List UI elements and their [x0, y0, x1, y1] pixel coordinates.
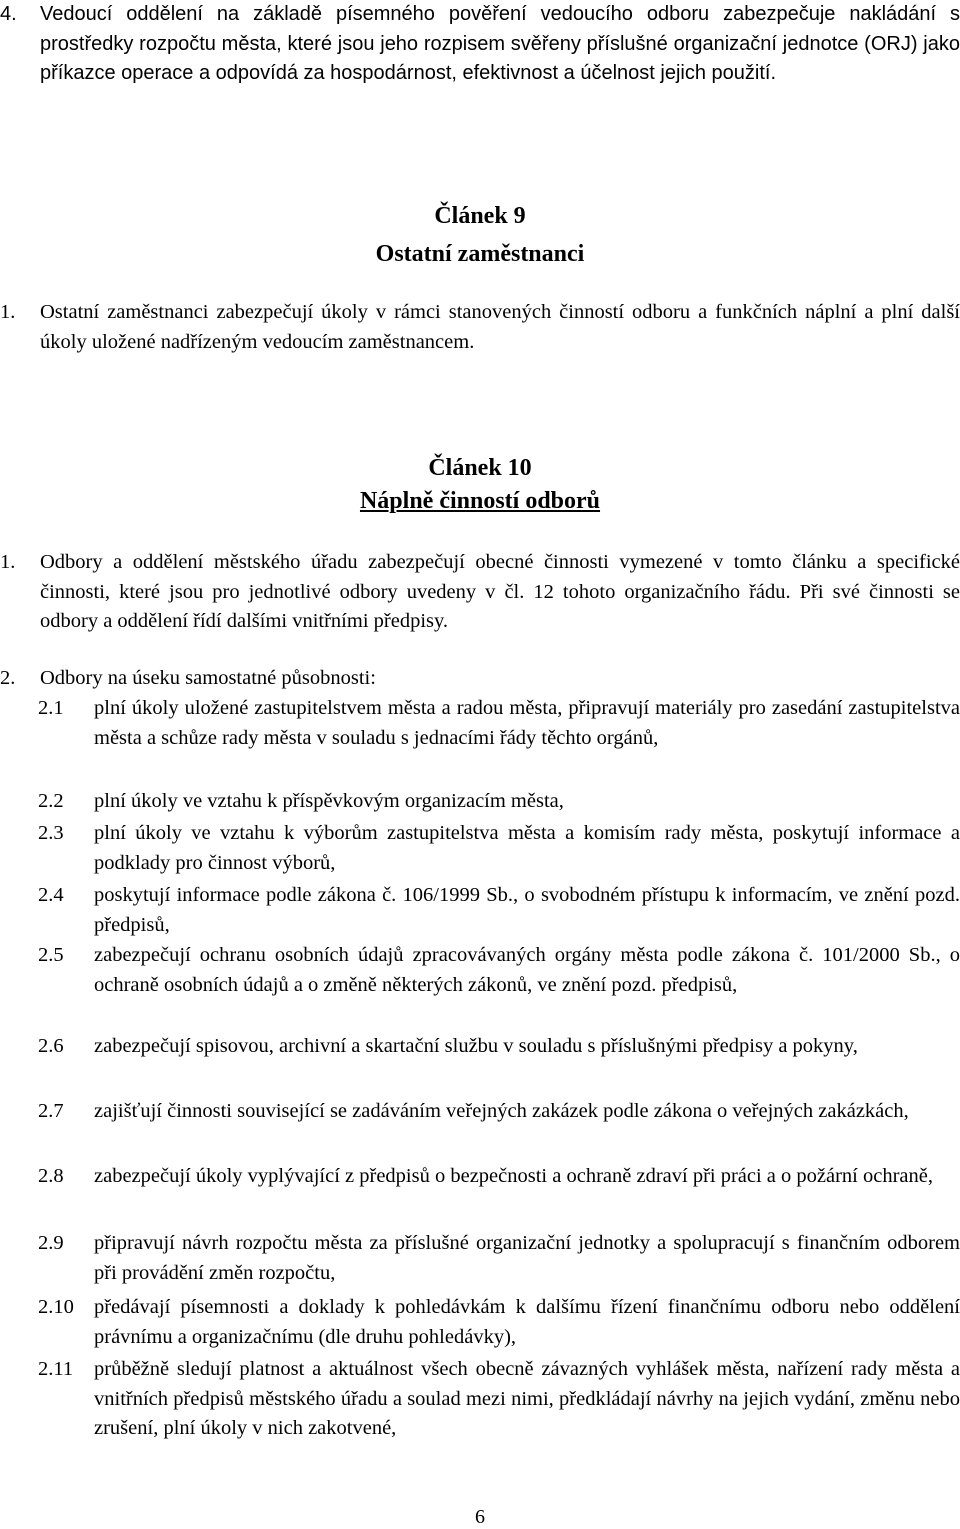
list-item-2-7 — [38, 1097, 960, 1127]
list-item-2-10 — [38, 1293, 960, 1352]
article-9-subtitle: Ostatní zaměstnanci — [375, 241, 585, 267]
list-item-text: zajišťují činnosti související se zadáváním veřejných zakázek podle zákona o veřejných zakázkách, — [94, 1100, 909, 1122]
list-item-label: 2.3 — [38, 822, 64, 844]
list-item-text: připravují návrh rozpočtu města za příslušné organizační jednotky a spolupracují s finančním odborem při provádění změn rozpočtu, — [94, 1232, 960, 1284]
article-10-paragraph-1 — [0, 548, 960, 637]
list-item-label: 2.1 — [38, 697, 64, 719]
list-item-text: předávají písemnosti a doklady k pohledávkám k dalšímu řízení finančnímu odboru nebo oddělení právnímu a organizačnímu (dle druhu pohledávky), — [94, 1296, 960, 1348]
list-item-text: zabezpečují úkoly vyplývající z předpisů o bezpečnosti a ochraně zdraví při práci a o požární ochraně, — [94, 1165, 933, 1187]
list-item-label: 2.2 — [38, 790, 64, 812]
paragraph-number: 2. — [0, 667, 16, 689]
list-item-2-1 — [38, 694, 960, 753]
list-item-label: 2.9 — [38, 1232, 64, 1254]
article-9-paragraph-1 — [0, 298, 960, 357]
article-10-paragraph-2 — [0, 664, 960, 694]
list-item-text: plní úkoly uložené zastupitelstvem města a radou města, připravují materiály pro zasedání zastupitelstva města a schůze rady města v souladu s jednacími řády těchto orgánů, — [94, 697, 960, 749]
list-item-label: 2.7 — [38, 1100, 64, 1122]
list-item-text: plní úkoly ve vztahu k příspěvkovým organizacím města, — [94, 790, 564, 812]
list-item-text: poskytují informace podle zákona č. 106/1999 Sb., o svobodném přístupu k informacím, ve znění pozd. předpisů, — [94, 884, 960, 936]
article-10-title: Článek 10 — [428, 455, 532, 481]
paragraph-text: Ostatní zaměstnanci zabezpečují úkoly v rámci stanovených činností odboru a funkčních náplní a plní další úkoly uložené nadřízeným vedoucím zaměstnancem. — [40, 301, 960, 353]
article-10-subtitle — [0, 485, 960, 517]
list-item-2-3 — [38, 819, 960, 878]
paragraph-number: 1. — [0, 301, 16, 323]
list-item-text: zabezpečují spisovou, archivní a skartační službu v souladu s příslušnými předpisy a pokyny, — [94, 1035, 858, 1057]
page-number: 6 — [475, 1506, 485, 1528]
paragraph-text: Vedoucí oddělení na základě písemného pověření vedoucího odboru zabezpečuje nakládání s prostředky rozpočtu města, které jsou jeho rozpisem svěřeny příslušné organizační jednotce (ORJ) jako příkazce operace a odpovídá za hospodárnost, efektivnost a účelnost jejich použití. — [40, 3, 960, 84]
list-item-2-4 — [38, 881, 960, 940]
article-10-subtitle-text: Náplně činností odborů — [359, 488, 601, 514]
list-item-2-11 — [38, 1355, 960, 1444]
list-item-label: 2.8 — [38, 1165, 64, 1187]
paragraph-number: 4. — [0, 3, 17, 25]
list-item-2-8 — [38, 1162, 960, 1192]
article-9-title: Článek 9 — [434, 203, 526, 229]
list-item-text: průběžně sledují platnost a aktuálnost všech obecně závazných vyhlášek města, nařízení rady města a vnitřních předpisů městského úřadu a soulad mezi nimi, předkládají návrhy na jejich vydání, změnu nebo zrušení, plní úkoly v nich zakotvené, — [94, 1358, 960, 1439]
paragraph-4 — [0, 0, 960, 89]
list-item-label: 2.5 — [38, 944, 64, 966]
list-item-label: 2.4 — [38, 884, 64, 906]
list-item-text: zabezpečují ochranu osobních údajů zpracovávaných orgány města podle zákona č. 101/2000 Sb., o ochraně osobních údajů a o změně některých zákonů, ve znění pozd. předpisů, — [94, 944, 960, 996]
paragraph-number: 1. — [0, 551, 16, 573]
list-item-2-9 — [38, 1229, 960, 1288]
list-item-2-6 — [38, 1032, 960, 1062]
list-item-label: 2.11 — [38, 1358, 74, 1380]
paragraph-text: Odbory na úseku samostatné působnosti: — [40, 667, 376, 689]
list-item-2-5 — [38, 941, 960, 1000]
list-item-label: 2.6 — [38, 1035, 64, 1057]
list-item-text: plní úkoly ve vztahu k výborům zastupitelstva města a komisím rady města, poskytují informace a podklady pro činnost výborů, — [94, 822, 960, 874]
paragraph-text: Odbory a oddělení městského úřadu zabezpečují obecné činnosti vymezené v tomto článku a specifické činnosti, které jsou pro jednotlivé odbory uvedeny v čl. 12 tohoto organizačního řádu. Při své činnosti se odbory a oddělení řídí dalšími vnitřními předpisy. — [40, 551, 960, 632]
list-item-label: 2.10 — [38, 1296, 74, 1318]
list-item-2-2 — [38, 787, 960, 817]
